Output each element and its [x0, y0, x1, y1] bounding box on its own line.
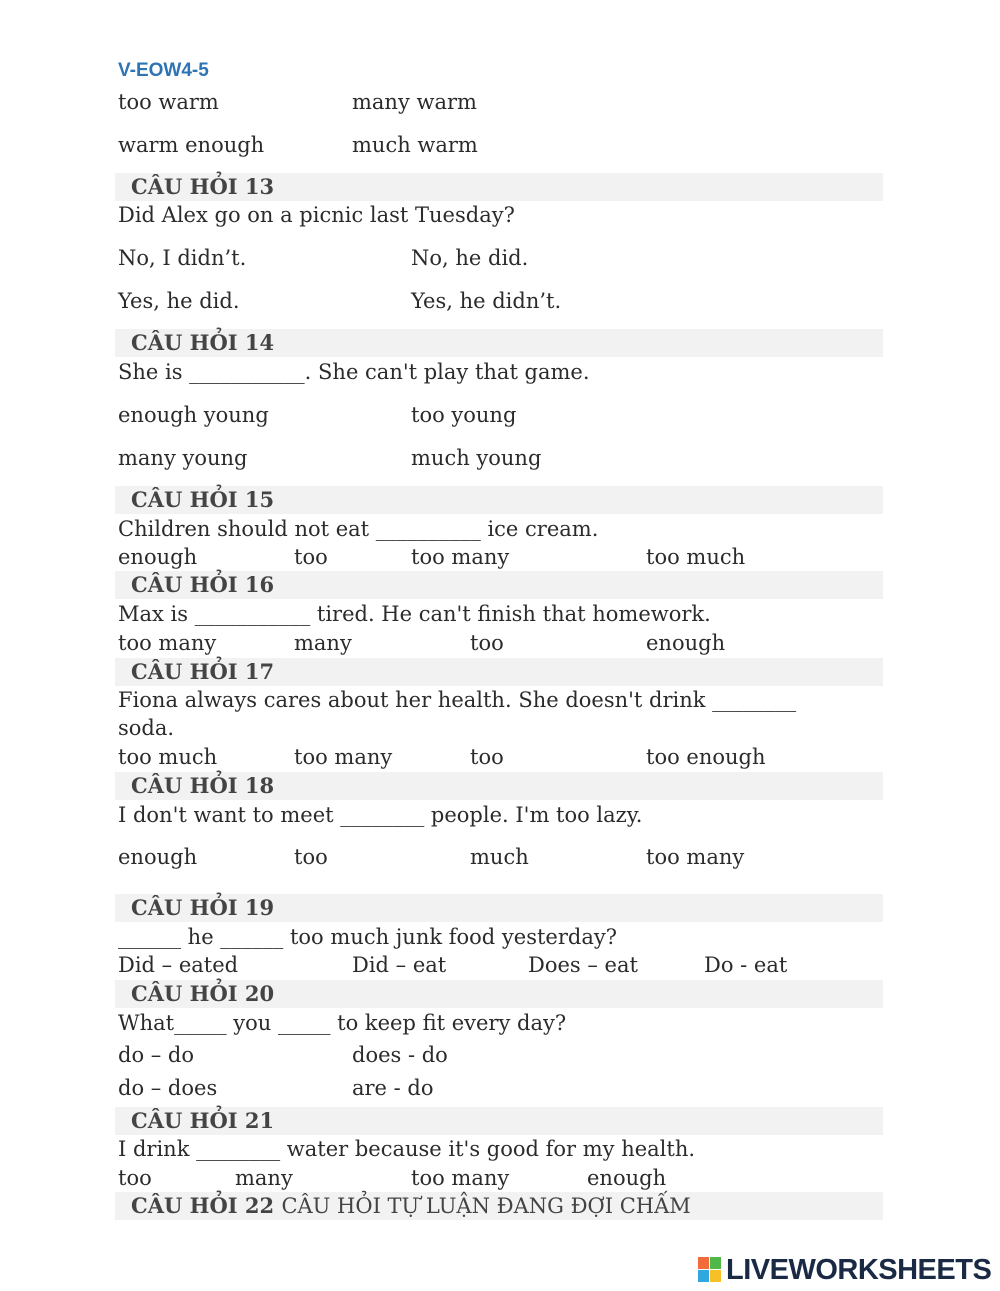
- q21-option-4[interactable]: enough: [587, 1166, 667, 1190]
- q16-option-4[interactable]: enough: [646, 631, 726, 655]
- q14-option-1[interactable]: enough young: [118, 403, 269, 427]
- q17-question-line-1: Fiona always cares about her health. She doesn't drink ________: [118, 688, 797, 712]
- liveworksheets-logo-icon: [698, 1257, 722, 1283]
- q13-option-1[interactable]: No, I didn’t.: [118, 246, 247, 270]
- q13-option-2[interactable]: No, he did.: [411, 246, 529, 270]
- q12-option-4[interactable]: much warm: [352, 133, 478, 157]
- q15-option-2[interactable]: too: [294, 545, 328, 569]
- q18-label: CÂU HỎI 18: [131, 773, 275, 798]
- q13-header: [115, 173, 883, 201]
- q16-option-1[interactable]: too many: [118, 631, 217, 655]
- q17-option-1[interactable]: too much: [118, 745, 218, 769]
- q22-pending-note: CÂU HỎI TỰ LUẬN ĐANG ĐỢI CHẤM: [281, 1194, 691, 1218]
- q19-option-2[interactable]: Did – eat: [352, 953, 447, 977]
- q19-option-3[interactable]: Does – eat: [528, 953, 638, 977]
- q16-label: CÂU HỎI 16: [131, 572, 275, 597]
- q14-option-3[interactable]: many young: [118, 446, 248, 470]
- q18-option-3[interactable]: much: [470, 845, 529, 869]
- q22-header: [115, 1192, 883, 1220]
- q12-option-2[interactable]: many warm: [352, 90, 477, 114]
- q17-option-2[interactable]: too many: [294, 745, 393, 769]
- q20-question: What_____ you _____ to keep fit every day?: [118, 1011, 567, 1035]
- q20-option-2[interactable]: does - do: [352, 1043, 448, 1067]
- q12-option-1[interactable]: too warm: [118, 90, 219, 114]
- q21-question: I drink ________ water because it's good for my health.: [118, 1137, 696, 1161]
- q20-option-4[interactable]: are - do: [352, 1076, 434, 1100]
- q19-option-1[interactable]: Did – eated: [118, 953, 239, 977]
- q18-option-1[interactable]: enough: [118, 845, 198, 869]
- q14-label: CÂU HỎI 14: [131, 330, 275, 355]
- q22-header-text: [131, 1192, 691, 1220]
- q17-question-line-2: soda.: [118, 716, 175, 740]
- liveworksheets-logo-text: LIVEWORKSHEETS: [726, 1253, 992, 1286]
- q15-header: [115, 486, 883, 514]
- q16-header: [115, 571, 883, 599]
- q15-question: Children should not eat __________ ice cream.: [118, 517, 599, 541]
- q15-label: CÂU HỎI 15: [131, 487, 275, 512]
- q20-option-1[interactable]: do – do: [118, 1043, 195, 1067]
- q21-header: [115, 1107, 883, 1135]
- q15-option-4[interactable]: too much: [646, 545, 746, 569]
- q16-option-2[interactable]: many: [294, 631, 352, 655]
- q19-header: [115, 894, 883, 922]
- q17-header: [115, 658, 883, 686]
- q14-header: [115, 329, 883, 357]
- q14-option-2[interactable]: too young: [411, 403, 517, 427]
- q17-label: CÂU HỎI 17: [131, 659, 275, 684]
- q17-option-4[interactable]: too enough: [646, 745, 766, 769]
- q14-option-4[interactable]: much young: [411, 446, 542, 470]
- q15-option-1[interactable]: enough: [118, 545, 198, 569]
- liveworksheets-logo: [698, 1252, 991, 1288]
- q21-option-2[interactable]: many: [235, 1166, 293, 1190]
- q13-option-4[interactable]: Yes, he didn’t.: [411, 289, 562, 313]
- q22-label: CÂU HỎI 22: [131, 1193, 275, 1218]
- q13-option-3[interactable]: Yes, he did.: [118, 289, 240, 313]
- q15-option-3[interactable]: too many: [411, 545, 510, 569]
- q18-option-4[interactable]: too many: [646, 845, 745, 869]
- q13-question: Did Alex go on a picnic last Tuesday?: [118, 203, 515, 227]
- q14-question: She is ___________. She can't play that game.: [118, 360, 590, 384]
- worksheet-code: V-EOW4-5: [118, 60, 209, 81]
- q20-label: CÂU HỎI 20: [131, 981, 275, 1006]
- q16-question: Max is ___________ tired. He can't finish that homework.: [118, 602, 711, 626]
- q17-option-3[interactable]: too: [470, 745, 504, 769]
- q21-option-3[interactable]: too many: [411, 1166, 510, 1190]
- q19-option-4[interactable]: Do - eat: [704, 953, 788, 977]
- q21-label: CÂU HỎI 21: [131, 1108, 275, 1133]
- q13-label: CÂU HỎI 13: [131, 174, 275, 199]
- q19-label: CÂU HỎI 19: [131, 895, 275, 920]
- q20-option-3[interactable]: do – does: [118, 1076, 218, 1100]
- q12-option-3[interactable]: warm enough: [118, 133, 265, 157]
- q16-option-3[interactable]: too: [470, 631, 504, 655]
- q21-option-1[interactable]: too: [118, 1166, 152, 1190]
- q20-header: [115, 980, 883, 1008]
- q18-header: [115, 772, 883, 800]
- q19-question: ______ he ______ too much junk food yesterday?: [118, 925, 617, 949]
- q18-option-2[interactable]: too: [294, 845, 328, 869]
- q18-question: I don't want to meet ________ people. I'm too lazy.: [118, 803, 643, 827]
